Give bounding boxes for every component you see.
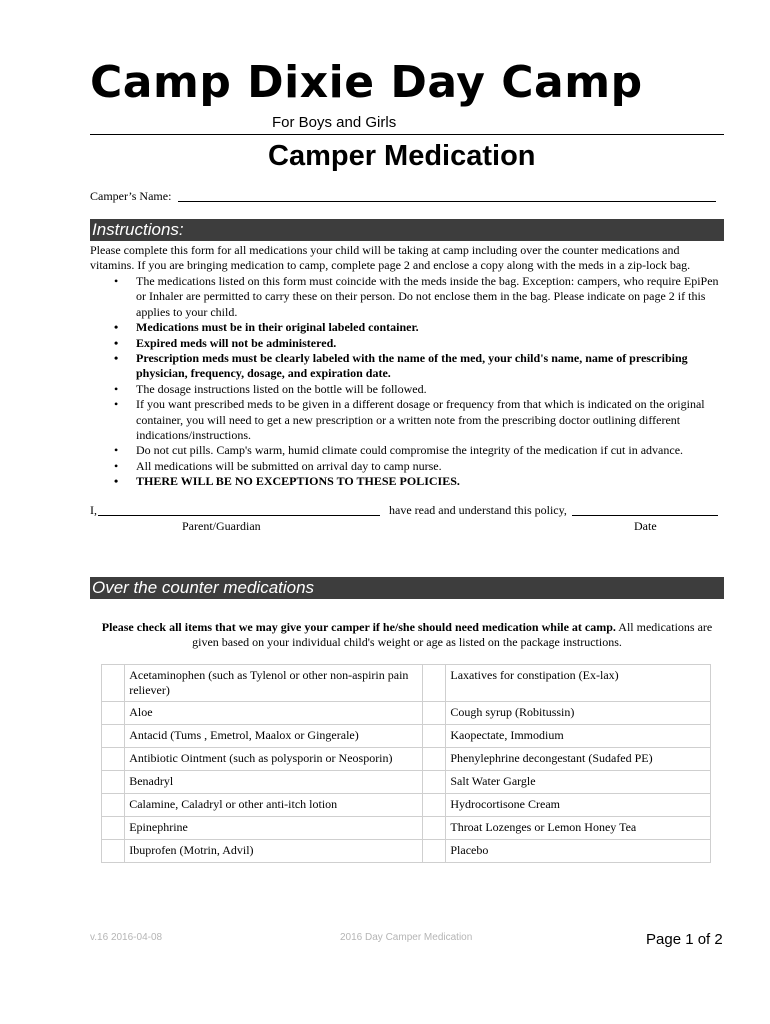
otc-instructions-rest: All medications are given based on your individual child's weight or age as listed on the package instructions. bbox=[192, 620, 713, 649]
table-row bbox=[102, 725, 711, 748]
otc-heading-bar bbox=[90, 577, 724, 599]
medication-label: Throat Lozenges or Lemon Honey Tea bbox=[446, 817, 711, 840]
medication-label: Laxatives for constipation (Ex-lax) bbox=[446, 665, 711, 702]
title-divider bbox=[90, 134, 724, 135]
medication-label: Aloe bbox=[125, 702, 423, 725]
instruction-item: • Expired meds will not be administered. bbox=[90, 336, 724, 351]
medication-checkbox[interactable] bbox=[423, 794, 446, 817]
medication-label: Calamine, Caladryl or other anti-itch lotion bbox=[125, 794, 423, 817]
instructions-intro: Please complete this form for all medications your child will be taking at camp including over the counter medications and vitamins. If you are bringing medication to camp, complete page 2 and enclose a copy along with the meds in a zip-lock bag. bbox=[90, 243, 691, 273]
medication-label: Ibuprofen (Motrin, Advil) bbox=[125, 840, 423, 863]
medication-checkbox[interactable] bbox=[423, 840, 446, 863]
medication-label: Kaopectate, Immodium bbox=[446, 725, 711, 748]
instruction-item: • Do not cut pills. Camp's warm, humid climate could compromise the integrity of the medication if cut in advance. bbox=[90, 443, 724, 458]
camper-name-label: Camper’s Name: bbox=[90, 189, 172, 203]
table-row bbox=[102, 840, 711, 863]
instruction-item: • THERE WILL BE NO EXCEPTIONS TO THESE POLICIES. bbox=[90, 474, 724, 489]
medication-checkbox[interactable] bbox=[102, 771, 125, 794]
medication-checkbox[interactable] bbox=[423, 725, 446, 748]
otc-heading: Over the counter medications bbox=[92, 578, 315, 597]
medication-label: Acetaminophen (such as Tylenol or other non-aspirin pain reliever) bbox=[125, 665, 423, 702]
form-title: Camper Medication bbox=[268, 140, 536, 172]
medication-label: Hydrocortisone Cream bbox=[446, 794, 711, 817]
instructions-heading: Instructions: bbox=[92, 220, 184, 239]
instruction-item: • Medications must be in their original labeled container. bbox=[90, 320, 724, 335]
camp-title: Camp Dixie Day Camp bbox=[90, 57, 643, 108]
medication-label: Placebo bbox=[446, 840, 711, 863]
medication-label: Epinephrine bbox=[125, 817, 423, 840]
medication-checkbox[interactable] bbox=[423, 748, 446, 771]
instructions-heading-bar bbox=[90, 219, 724, 241]
otc-medication-table bbox=[101, 664, 711, 863]
instruction-item: • The dosage instructions listed on the bottle will be followed. bbox=[90, 382, 724, 397]
instruction-item: • Prescription meds must be clearly labeled with the name of the med, your child's name, name of prescribing physician, frequency, dosage, and expiration date. bbox=[90, 351, 724, 382]
medication-label: Cough syrup (Robitussin) bbox=[446, 702, 711, 725]
instructions-list bbox=[90, 274, 724, 490]
instruction-item: • The medications listed on this form must coincide with the meds inside the bag. Exception: campers, who require EpiPen or Inhaler are permitted to carry these on their person. Do not enclose them in the bag. Please indicate on page 2 if this applies to your child. bbox=[90, 274, 724, 320]
instruction-item: • If you want prescribed meds to be given in a different dosage or frequency from that which is indicated on the original container, you will need to get a new prescription or a written note from the prescribing doctor outlining different indications/instructions. bbox=[90, 397, 724, 443]
medication-label: Phenylephrine decongestant (Sudafed PE) bbox=[446, 748, 711, 771]
medication-checkbox[interactable] bbox=[423, 702, 446, 725]
table-row bbox=[102, 794, 711, 817]
medication-label: Benadryl bbox=[125, 771, 423, 794]
date-field[interactable] bbox=[572, 515, 718, 516]
table-row bbox=[102, 817, 711, 840]
camper-name-field[interactable] bbox=[178, 201, 716, 202]
table-row bbox=[102, 665, 711, 702]
camp-subtitle: For Boys and Girls bbox=[272, 114, 397, 131]
medication-checkbox[interactable] bbox=[102, 665, 125, 702]
parent-signature-field[interactable] bbox=[98, 515, 380, 516]
medication-label: Antacid (Tums , Emetrol, Maalox or Gingerale) bbox=[125, 725, 423, 748]
medication-checkbox[interactable] bbox=[102, 817, 125, 840]
footer-version: v.16 2016-04-08 bbox=[90, 932, 163, 943]
medication-checkbox[interactable] bbox=[102, 794, 125, 817]
medication-label: Antibiotic Ointment (such as polysporin or Neosporin) bbox=[125, 748, 423, 771]
page-number: Page 1 of 2 bbox=[646, 931, 723, 948]
parent-guardian-label: Parent/Guardian bbox=[182, 519, 261, 533]
otc-instructions bbox=[90, 620, 724, 650]
table-row bbox=[102, 702, 711, 725]
table-row bbox=[102, 771, 711, 794]
medication-checkbox[interactable] bbox=[423, 665, 446, 702]
medication-checkbox[interactable] bbox=[423, 771, 446, 794]
medication-checkbox[interactable] bbox=[102, 840, 125, 863]
instruction-item: • All medications will be submitted on arrival day to camp nurse. bbox=[90, 459, 724, 474]
medication-checkbox[interactable] bbox=[102, 748, 125, 771]
medication-checkbox[interactable] bbox=[102, 702, 125, 725]
medication-checkbox[interactable] bbox=[423, 817, 446, 840]
agreement-text: have read and understand this policy, bbox=[389, 503, 567, 517]
date-label: Date bbox=[634, 519, 657, 533]
medication-checkbox[interactable] bbox=[102, 725, 125, 748]
agreement-prefix: I, bbox=[90, 503, 97, 517]
otc-instructions-bold: Please check all items that we may give your camper if he/she should need medication while at camp. bbox=[101, 620, 616, 634]
medication-label: Salt Water Gargle bbox=[446, 771, 711, 794]
footer-document-name: 2016 Day Camper Medication bbox=[340, 932, 473, 943]
table-row bbox=[102, 748, 711, 771]
